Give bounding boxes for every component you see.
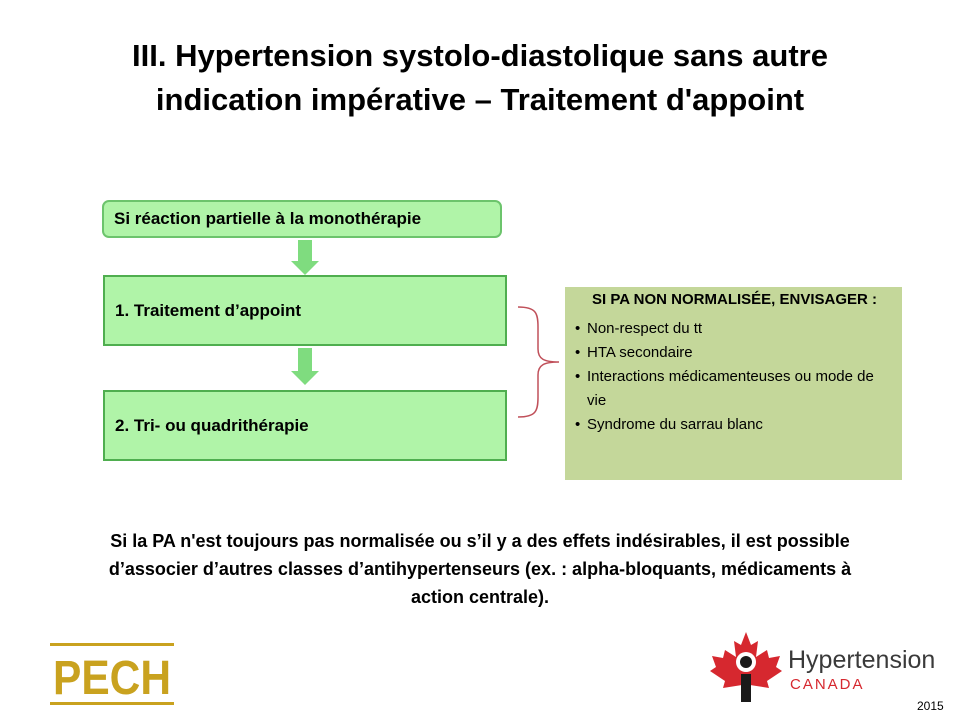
slide-title — [30, 34, 930, 122]
flow-step-2-label: 2. Tri- ou quadrithérapie — [115, 415, 309, 435]
considerations-list — [575, 317, 894, 437]
flow-step-2-box — [103, 390, 507, 461]
flow-step-1-label: 1. Traitement d’appoint — [115, 300, 302, 320]
title-line-1: III. Hypertension systolo-diastolique sans autre — [132, 38, 828, 73]
bottom-note: Si la PA n'est toujours pas normalisée ou s’il y a des effets indésirables, il est possible d’associer d’autres classes d’antihypertenseurs (ex. : alpha-bloquants, médicaments à action centrale). — [108, 531, 852, 607]
htn-logo-name: Hypertension — [788, 646, 936, 674]
arrow-down-2 — [290, 348, 320, 386]
year-label: 2015 — [917, 699, 944, 713]
curly-brace-icon — [514, 305, 562, 419]
considerations-title: SI PA NON NORMALISÉE, ENVISAGER : — [591, 291, 878, 308]
list-item: • HTA secondaire — [575, 341, 894, 365]
arrow-down-1 — [290, 240, 320, 276]
flow-step-1-box — [103, 275, 507, 346]
list-item: • Non-respect du tt — [575, 317, 894, 341]
flow-start-box — [102, 200, 502, 238]
title-line-2: indication impérative – Traitement d'appoint — [155, 82, 805, 117]
hypertension-canada-logo — [710, 628, 936, 708]
considerations-box — [565, 287, 902, 480]
pech-logo-text: PECH — [53, 652, 171, 705]
list-item: • Interactions médicamenteuses ou mode de vie — [575, 365, 894, 413]
list-item: • Syndrome du sarrau blanc — [575, 413, 894, 437]
flow-start-label: Si réaction partielle à la monothérapie — [114, 209, 422, 228]
htn-logo-country: CANADA — [790, 676, 865, 693]
pech-logo — [50, 643, 174, 705]
